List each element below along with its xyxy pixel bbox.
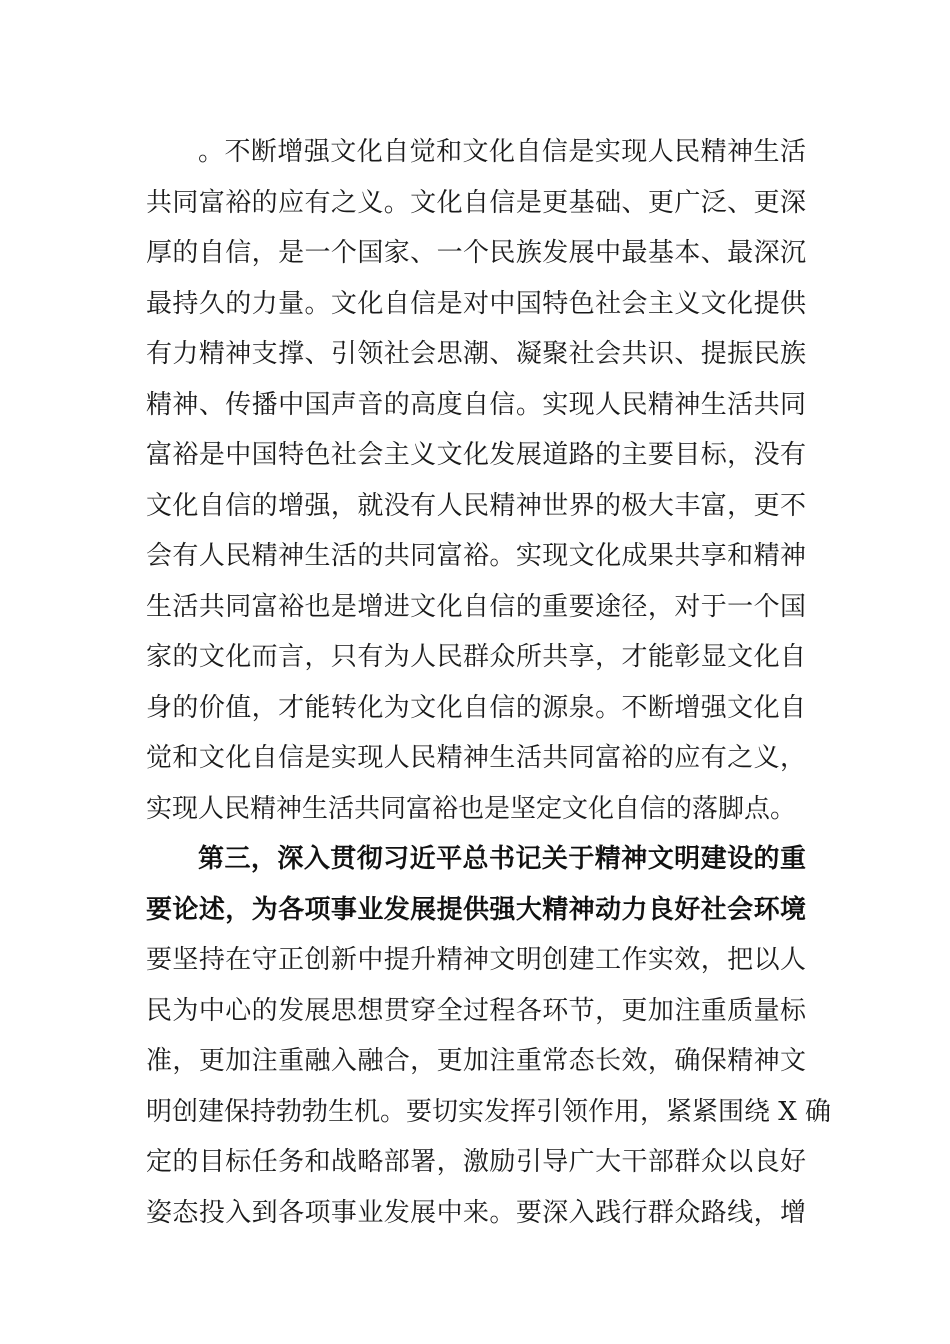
heading-line: 第三，深入贯彻习近平总书记关于精神文明建设的重 xyxy=(198,844,806,874)
text-line: 明创建保持勃勃生机。要切实发挥引领作用，紧紧围绕 X 确 xyxy=(146,1096,832,1127)
text-line: 最持久的力量。文化自信是对中国特色社会主义文化提供 xyxy=(146,288,806,319)
text-line: 生活共同富裕也是增进文化自信的重要途径，对于一个国 xyxy=(146,591,806,622)
text-line: 共同富裕的应有之义。文化自信是更基础、更广泛、更深 xyxy=(146,187,806,218)
text-line: 实现人民精神生活共同富裕也是坚定文化自信的落脚点。 xyxy=(146,793,797,824)
text-line: 民为中心的发展思想贯穿全过程各环节，更加注重质量标 xyxy=(146,995,806,1026)
heading-line: 要论述，为各项事业发展提供强大精神动力良好社会环境 xyxy=(146,894,806,925)
text-line: 精神、传播中国声音的高度自信。实现人民精神生活共同 xyxy=(146,389,806,420)
paragraph-culture-confidence xyxy=(146,127,806,834)
text-line: 准，更加注重融入融合，更加注重常态长效，确保精神文 xyxy=(146,1046,806,1076)
text-line: 有力精神支撑、引领社会思潮、凝聚社会共识、提振民族 xyxy=(146,339,806,369)
text-line: 要坚持在守正创新中提升精神文明创建工作实效，把以人 xyxy=(146,945,806,975)
paragraph-spiritual-civilization xyxy=(146,935,832,1238)
text-line: 。不断增强文化自觉和文化自信是实现人民精神生活 xyxy=(198,137,806,167)
text-line: 文化自信的增强，就没有人民精神世界的极大丰富，更不 xyxy=(146,490,806,521)
text-line: 姿态投入到各项事业发展中来。要深入践行群众路线，增 xyxy=(146,1197,806,1228)
text-line: 富裕是中国特色社会主义文化发展道路的主要目标，没有 xyxy=(146,440,806,470)
text-line: 家的文化而言，只有为人民群众所共享，才能彰显文化自 xyxy=(146,642,806,672)
text-line: 定的目标任务和战略部署，激励引导广大干部群众以良好 xyxy=(146,1147,806,1177)
section-heading-third xyxy=(146,834,806,935)
text-line: 厚的自信，是一个国家、一个民族发展中最基本、最深沉 xyxy=(146,238,806,268)
text-line: 会有人民精神生活的共同富裕。实现文化成果共享和精神 xyxy=(146,541,806,571)
text-line: 身的价值，才能转化为文化自信的源泉。不断增强文化自 xyxy=(146,692,806,723)
text-line: 觉和文化自信是实现人民精神生活共同富裕的应有之义， xyxy=(146,743,806,773)
